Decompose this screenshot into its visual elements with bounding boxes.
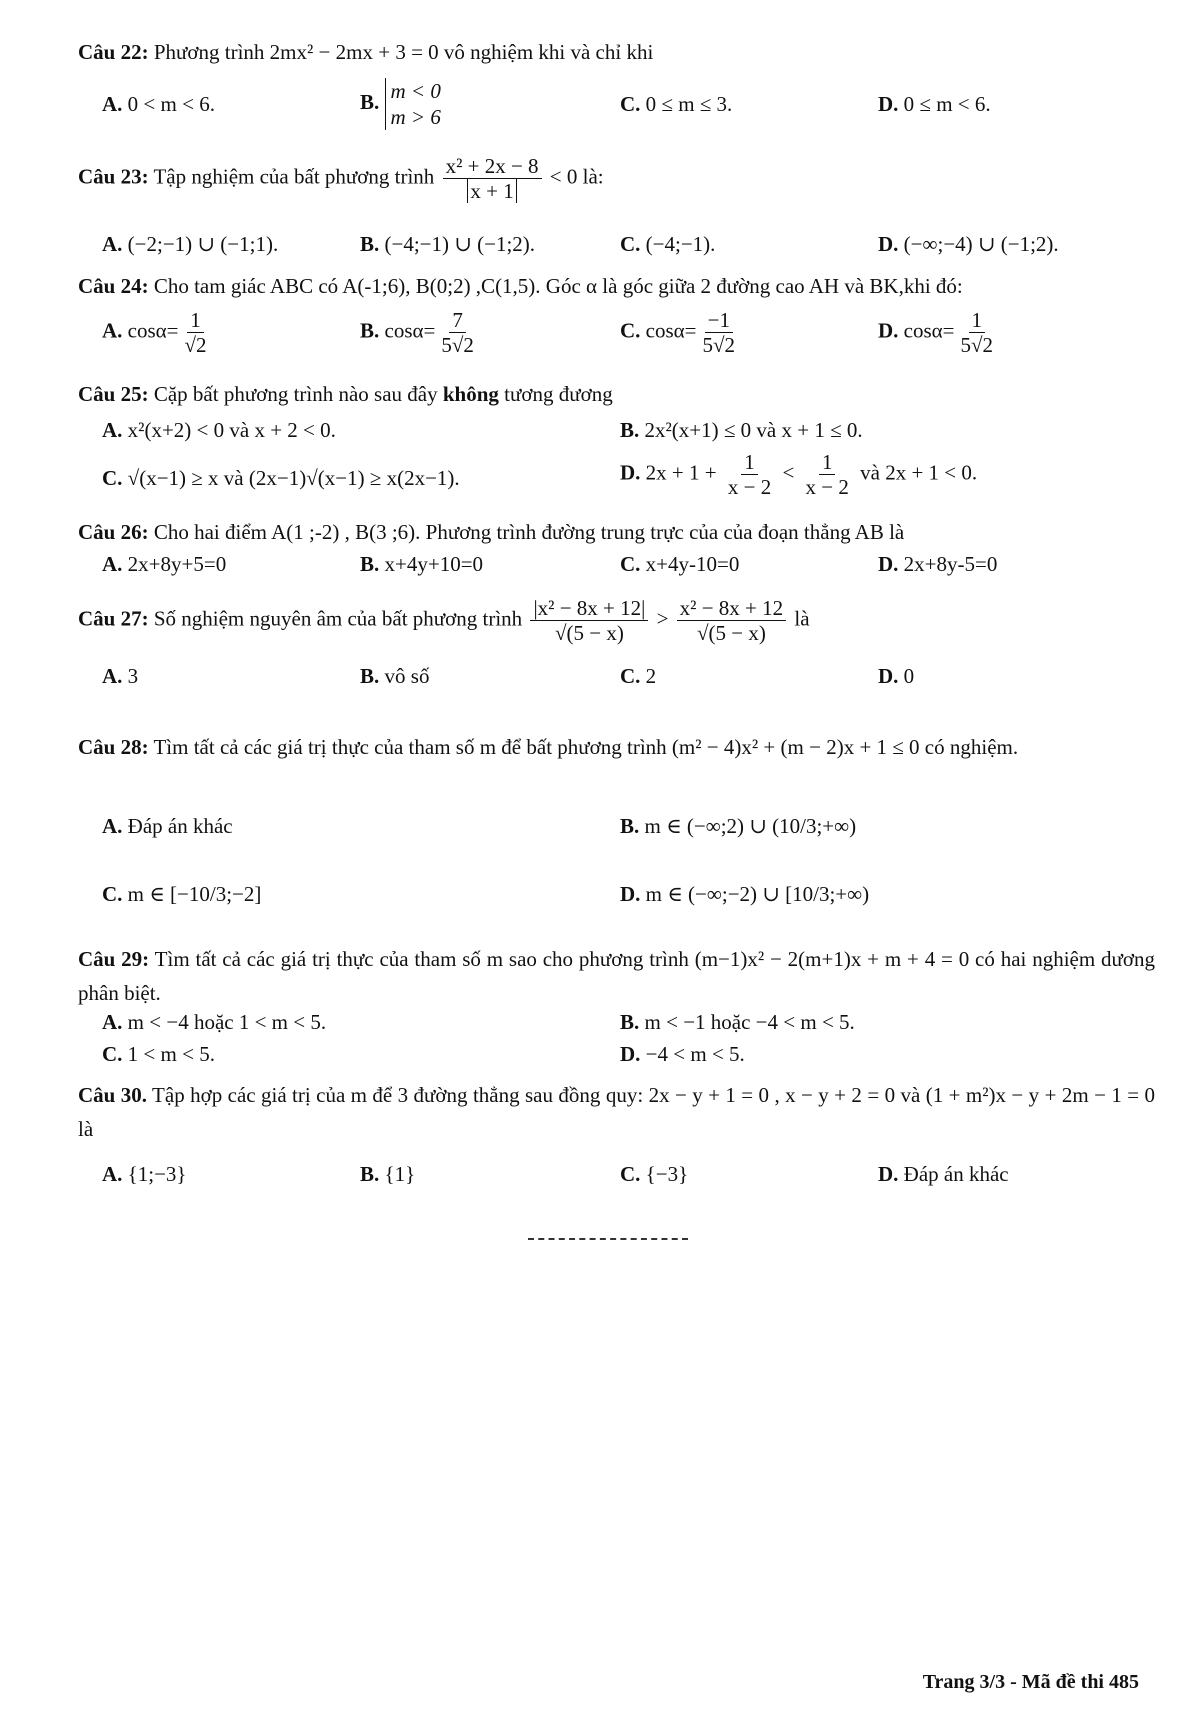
answer-a[interactable]: A. 2x+8y+5=0 — [102, 552, 227, 576]
answer-c[interactable]: C. cosα= $\frac{-1}{5√2}$ — [620, 308, 736, 357]
answer-c[interactable]: C. x+4y-10=0 — [620, 552, 740, 576]
answer-d[interactable]: D. 0 ≤ m < 6. — [878, 92, 991, 116]
answer-b[interactable]: B. (−4;−1) ∪ (−1;2). — [360, 232, 536, 256]
answer-system: m < 0 m > 6 — [385, 78, 441, 130]
divider — [528, 1238, 688, 1240]
answer-b[interactable]: B. vô số — [360, 664, 430, 688]
answer-b[interactable]: B. m ∈ (−∞;2) ∪ (10/3;+∞) — [620, 814, 857, 838]
answer-d[interactable]: D. 2x + 1 + $\frac{1}{x - 2}$ < $\frac{1}{x - 2}$ và 2x + 1 < 0. — [620, 450, 978, 499]
answer-d[interactable]: D. m ∈ (−∞;−2) ∪ [10/3;+∞) — [620, 882, 870, 906]
answer-a[interactable]: A. cosα= $\frac{1}{√2}$ — [102, 308, 207, 357]
question-text: Phương trình 2mx² − 2mx + 3 = 0 vô nghiệm khi và chỉ khi — [153, 40, 654, 64]
answer-d[interactable]: D. Đáp án khác — [878, 1162, 1009, 1186]
answer-c[interactable]: C. 1 < m < 5. — [102, 1042, 215, 1066]
answer-a[interactable]: A. Đáp án khác — [102, 814, 233, 838]
fraction: $\frac{\text{x² + 2x − 8}}{x + 1}$ — [443, 154, 542, 203]
question-23: Câu 23: Tập nghiệm của bất phương trình $\frac{\text{x² + 2x − 8}}{x + 1}$ < 0 là: — [78, 154, 604, 203]
question-26: Câu 26: Cho hai điểm A(1 ;-2) , B(3 ;6). Phương trình đường trung trực của của đoạn thẳng AB là — [78, 520, 905, 544]
page-footer: Trang 3/3 - Mã đề thi 485 — [922, 1671, 1139, 1693]
question-22 — [78, 38, 1155, 66]
question-label: Câu 22: — [78, 40, 149, 64]
answer-d[interactable]: D. 2x+8y-5=0 — [878, 552, 998, 576]
question-30: Câu 30. Tập hợp các giá trị của m để 3 đường thẳng sau đồng quy: 2x − y + 1 = 0 , x − y + 2 = 0 và (1 + m²)x − y + 2m − 1 = 0 là — [78, 1083, 1155, 1141]
question-28: Câu 28: Tìm tất cả các giá trị thực của tham số m để bất phương trình (m² − 4)x² + (m − 2)x + 1 ≤ 0 có nghiệm. — [78, 735, 1019, 759]
answer-b[interactable]: B. cosα= $\frac{7}{5√2}$ — [360, 308, 474, 357]
answer-a[interactable]: A. m < −4 hoặc 1 < m < 5. — [102, 1010, 327, 1034]
answer-b[interactable]: B. {1} — [360, 1162, 416, 1186]
question-25: Câu 25: Cặp bất phương trình nào sau đây không tương đương — [78, 382, 613, 406]
answer-b[interactable]: B. 2x²(x+1) ≤ 0 và x + 1 ≤ 0. — [620, 418, 863, 442]
question-27: Câu 27: Số nghiệm nguyên âm của bất phương trình $\frac{\text{|x² − 8x + 12|}}{√(5 - x)}$ > $\frac{\text{x² − 8x + 12}}{√(5 - x)}$ là — [78, 596, 810, 645]
answer-c[interactable]: C. √(x−1) ≥ x và (2x−1)√(x−1) ≥ x(2x−1). — [102, 466, 460, 490]
answer-b[interactable]: B. m < 0 m > 6 — [360, 79, 441, 129]
answer-a[interactable]: A. (−2;−1) ∪ (−1;1). — [102, 232, 279, 256]
answer-c[interactable]: C. m ∈ [−10/3;−2] — [102, 882, 262, 906]
answer-c[interactable]: C. {−3} — [620, 1162, 689, 1186]
answer-a[interactable]: A. 3 — [102, 664, 139, 688]
answer-c[interactable]: C. (−4;−1). — [620, 232, 716, 256]
answer-d[interactable]: D. 0 — [878, 664, 915, 688]
question-24: Câu 24: Cho tam giác ABC có A(-1;6), B(0;2) ,C(1,5). Góc α là góc giữa 2 đường cao AH và BK,khi đó: — [78, 274, 963, 298]
answer-d[interactable]: D. (−∞;−4) ∪ (−1;2). — [878, 232, 1059, 256]
answer-a[interactable]: A. {1;−3} — [102, 1162, 187, 1186]
answer-b[interactable]: B. m < −1 hoặc −4 < m < 5. — [620, 1010, 855, 1034]
answer-a[interactable]: A. 0 < m < 6. — [102, 92, 215, 116]
answer-d[interactable]: D. cosα= $\frac{1}{5√2}$ — [878, 308, 994, 357]
answer-c[interactable]: C. 2 — [620, 664, 657, 688]
answer-c[interactable]: C. 0 ≤ m ≤ 3. — [620, 92, 733, 116]
answer-a[interactable]: A. x²(x+2) < 0 và x + 2 < 0. — [102, 418, 336, 442]
answer-d[interactable]: D. −4 < m < 5. — [620, 1042, 745, 1066]
question-29: Câu 29: Tìm tất cả các giá trị thực của tham số m sao cho phương trình (m−1)x² − 2(m+1)x + m + 4 = 0 có hai nghiệm dương phân biệt. — [78, 947, 1156, 1005]
answer-b[interactable]: B. x+4y+10=0 — [360, 552, 484, 576]
